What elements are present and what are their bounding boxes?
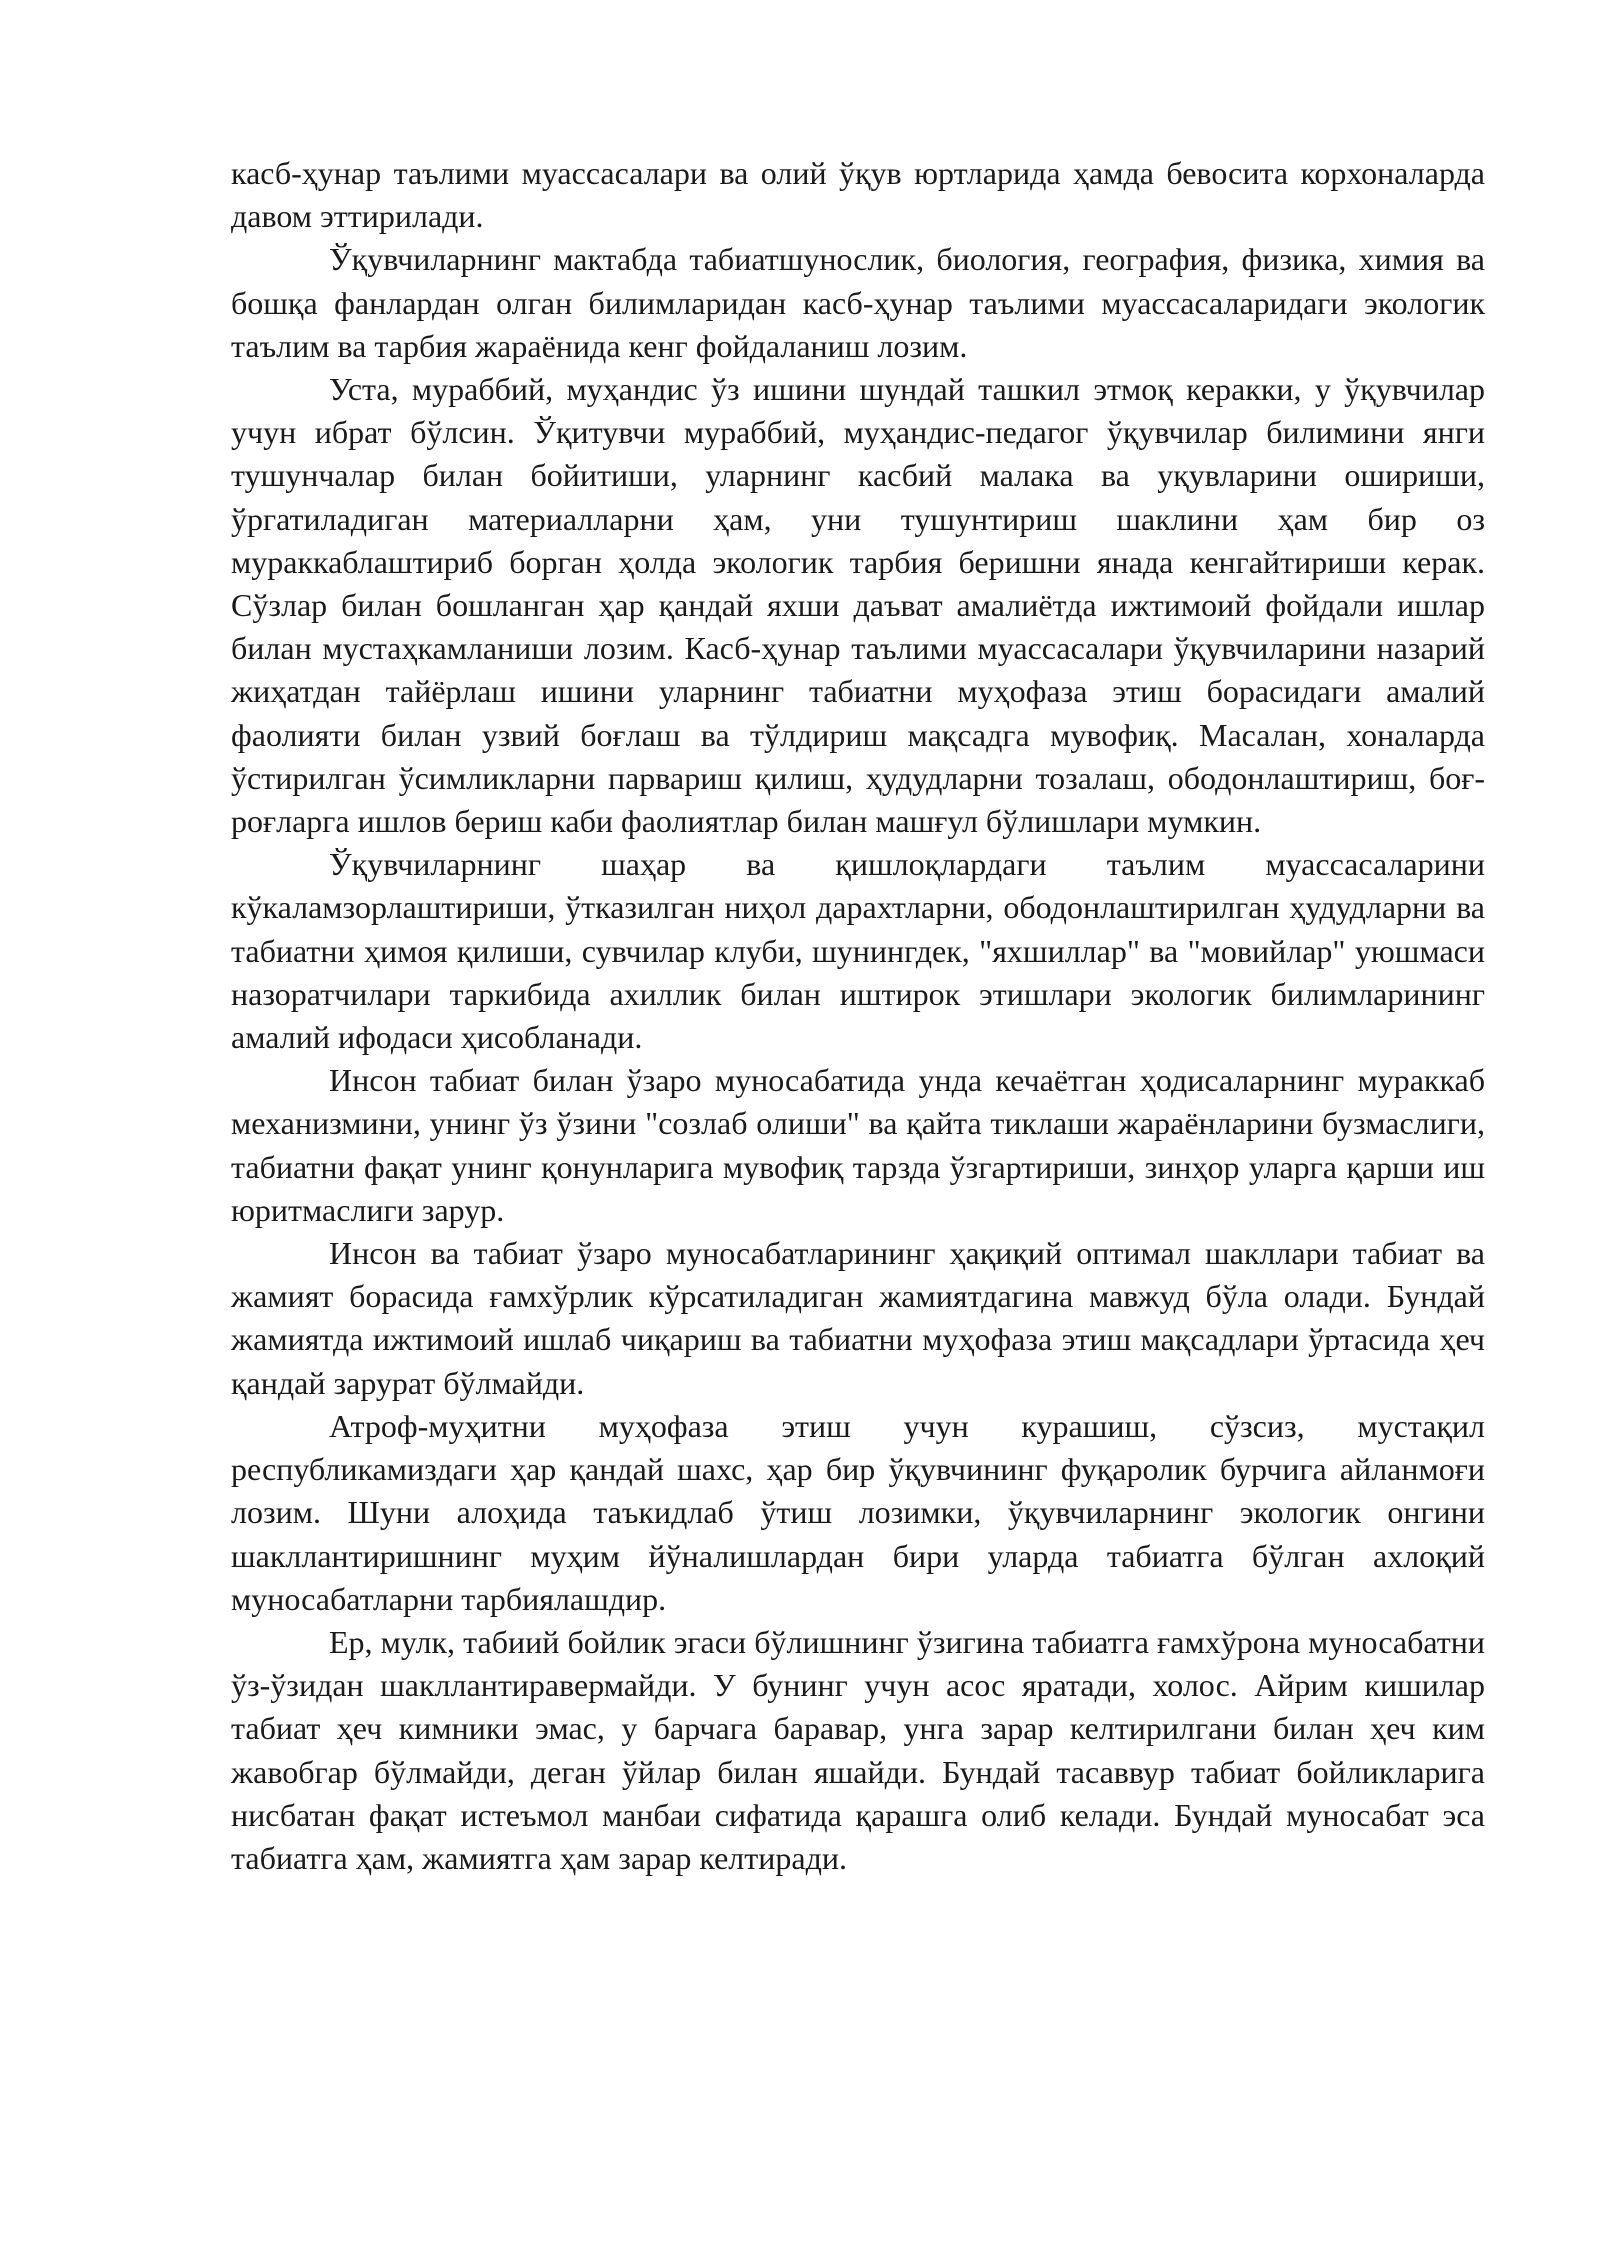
paragraph-human-nature-relation: Инсон табиат билан ўзаро муносабатида унда кечаётган ҳодисаларнинг мураккаб механизмини, унинг ўз ўзини "созлаб олиши" ва қайта тиклаши жараёнларини бузмаслиги, табиатни фақат унинг қонунларига мувофиқ тарзда ўзгартириши, зинҳор уларга қарши иш юритмаслиги зарур.	[231, 1062, 1485, 1228]
document-body	[231, 152, 1485, 1880]
paragraph-subject-knowledge: Ўқувчиларнинг мактабда табиатшунослик, биология, география, физика, химия ва бошқа фанлардан олган билимларидан касб-ҳунар таълими муассасаларидаги экологик таълим ва тарбия жараёнида кенг фойдаланиш лозим.	[231, 241, 1485, 364]
paragraph-ownership: Ер, мулк, табиий бойлик эгаси бўлишнинг ўзигина табиатга ғамхўрона муносабатни ўз-ўзидан шакллантиравермайди. У бунинг учун асос яратади, холос. Айрим кишилар табиат ҳеч кимники эмас, у барчага баравар, унга зарар келтирилгани билан ҳеч ким жавобгар бўлмайди, деган ўйлар билан яшайди. Бундай тасаввур табиат бойликларига нисбатан фақат истеъмол манбаи сифатида қарашга олиб келади. Бундай муносабат эса табиатга ҳам, жамиятга ҳам зарар келтиради.	[231, 1623, 1485, 1876]
paragraph-mentor-example: Уста, мураббий, муҳандис ўз ишини шундай ташкил этмоқ керакки, у ўқувчилар учун ибрат бўлсин. Ўқитувчи мураббий, муҳандис-педагог ўқувчилар билимини янги тушунчалар билан бойитиши, уларнинг касбий малака ва уқувларини ошириши, ўргатиладиган материалларни ҳам, уни тушунтириш шаклини ҳам бир оз мураккаблаштириб борган ҳолда экологик тарбия беришни янада кенгайтириши керак. Сўзлар билан бошланган ҳар қандай яхши даъват амалиётда ижтимоий фойдали ишлар билан мустаҳкамланиши лозим. Касб-ҳунар таълими муассасалари ўқувчиларини назарий жиҳатдан тайёрлаш ишини уларнинг табиатни муҳофаза этиш борасидаги амалий фаолияти билан узвий боғлаш ва тўлдириш мақсадга мувофиқ. Масалан, хоналарда ўстирилган ўсимликларни парвариш қилиш, ҳудудларни тозалаш, ободонлаштириш, боғ-роғларга ишлов бериш каби фаолиятлар билан машғул бўлишлари мумкин.	[231, 371, 1485, 840]
paragraph-optimal-forms: Инсон ва табиат ўзаро муносабатларининг ҳақиқий оптимал шакллари табиат ва жамият борасида ғамхўрлик кўрсатиладиган жамиятдагина мавжуд бўла олади. Бундай жамиятда ижтимоий ишлаб чиқариш ва табиатни муҳофаза этиш мақсадлари ўртасида ҳеч қандай зарурат бўлмайди.	[231, 1235, 1485, 1401]
paragraph-student-activities: Ўқувчиларнинг шаҳар ва қишлоқлардаги таълим муассасаларини кўкаламзорлаштириши, ўтказилган ниҳол дарахтларни, ободонлаштирилган ҳудудларни ва табиатни ҳимоя қилиши, сувчилар клуби, шунингдек, "яхшиллар" ва "мовийлар" уюшмаси назоратчилари таркибида ахиллик билан иштирок этишлари экологик билимларининг амалий ифодаси ҳисобланади.	[231, 846, 1485, 1056]
paragraph-continuation: касб-ҳунар таълими муассасалари ва олий ўқув юртларида ҳамда бевосита корхоналарда давом эттирилади.	[231, 155, 1485, 235]
paragraph-environment-protection: Атроф-муҳитни муҳофаза этиш учун курашиш, сўзсиз, мустақил республикамиздаги ҳар қандай шахс, ҳар бир ўқувчининг фуқаролик бурчига айланмоғи лозим. Шуни алоҳида таъкидлаб ўтиш лозимки, ўқувчиларнинг экологик онгини шакллантиришнинг муҳим йўналишлардан бири уларда табиатга бўлган ахлоқий муносабатларни тарбиялашдир.	[231, 1407, 1485, 1617]
